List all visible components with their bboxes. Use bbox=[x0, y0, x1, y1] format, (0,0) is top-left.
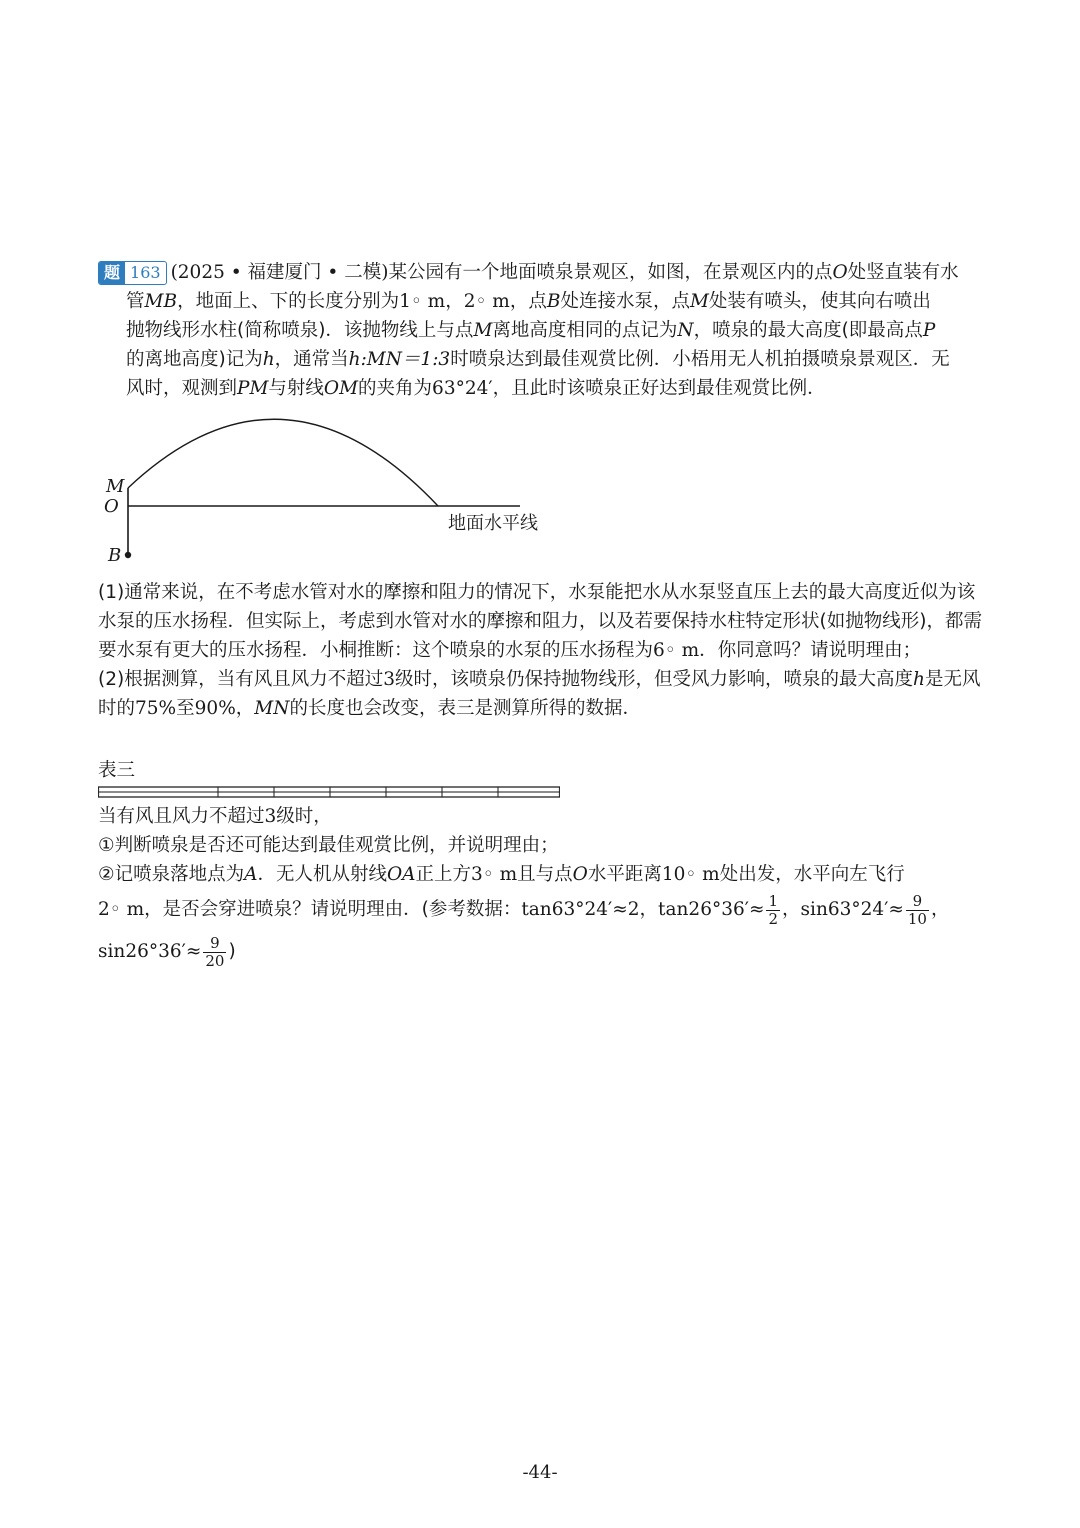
math-var: N bbox=[677, 320, 694, 341]
sub-question-1: ①判断喷泉是否还可能达到最佳观赏比例，并说明理由； bbox=[98, 835, 559, 856]
fountain-diagram bbox=[98, 412, 568, 570]
reference-value: sin26°36′≈ bbox=[98, 941, 202, 962]
text: ，且此时该喷泉正好达到最佳观赏比例． bbox=[492, 378, 826, 399]
text: ②记喷泉落地点为 bbox=[98, 864, 245, 885]
text: ．无人机从射线 bbox=[257, 864, 387, 885]
numerator: 9 bbox=[203, 935, 226, 953]
wind-level: 3 bbox=[264, 806, 277, 827]
label-o: O bbox=[104, 496, 119, 517]
text: 处出发，水平向左飞行 bbox=[719, 864, 905, 885]
math-var: MN bbox=[254, 698, 290, 719]
head-value: 6◦ m bbox=[653, 640, 700, 661]
point-b bbox=[125, 552, 131, 558]
fountain-parabola bbox=[128, 419, 438, 506]
text: ，是否会穿进喷泉？请说明理由．(参考数据： bbox=[144, 899, 522, 920]
sub-question-2-cont bbox=[98, 889, 988, 931]
text: ，通常当 bbox=[274, 349, 349, 370]
distance-value: 3◦ m bbox=[471, 864, 518, 885]
problem-source: (2025 • 福建厦门 • 二模) bbox=[170, 262, 389, 283]
length-value: 2◦ m bbox=[463, 291, 510, 312]
text: ) bbox=[228, 941, 236, 962]
text: (1)通常来说，在不考虑水管对水的摩擦和阻力的情况下，水泵能把水从水泵竖直压上去的最大高度近似为该水泵的压水扬程．但实际上，考虑到水管对水的摩擦和阻力，以及若要保持水柱特定形状(如抛物线形)，都需要水泵有更大的压水扬程．小桐推断：这个喷泉的水泵的压水扬程为 bbox=[98, 582, 982, 661]
problem-number: 163 bbox=[130, 263, 161, 282]
math-var: M bbox=[689, 291, 709, 312]
math-var: h bbox=[913, 669, 925, 690]
text: ，地面上、下的长度分别为 bbox=[177, 291, 400, 312]
text: 与射线 bbox=[268, 378, 324, 399]
text: 处装有喷头，使其向右喷出 bbox=[708, 291, 931, 312]
page-number: -44- bbox=[522, 1462, 558, 1483]
text: 水平距离 bbox=[587, 864, 662, 885]
text: 是无风时的 bbox=[98, 669, 981, 719]
sub-intro bbox=[98, 802, 988, 831]
table-frame bbox=[98, 786, 560, 798]
problem-statement bbox=[98, 258, 988, 403]
math-var: A bbox=[244, 864, 258, 885]
percent-value: 90% bbox=[194, 698, 236, 719]
text: ， bbox=[639, 899, 659, 920]
label-b: B bbox=[108, 545, 122, 566]
denominator: 2 bbox=[768, 909, 779, 928]
text: ， bbox=[782, 899, 801, 920]
badge-label: 题 bbox=[99, 262, 125, 284]
distance-value: 10◦ m bbox=[661, 864, 720, 885]
numerator: 9 bbox=[906, 893, 929, 911]
math-var: P bbox=[922, 320, 936, 341]
text: 级时，该喷泉仍保持抛物线形，但受风力影响，喷泉的最大高度 bbox=[395, 669, 914, 690]
denominator: 10 bbox=[907, 909, 927, 928]
ground-label: 地面水平线 bbox=[448, 513, 538, 534]
text: 级时， bbox=[276, 806, 332, 827]
math-var: h bbox=[262, 349, 275, 370]
text: 至 bbox=[176, 698, 195, 719]
text: 风时，观测到 bbox=[126, 378, 238, 399]
text: 时喷泉达到最佳观赏比例．小梧用无人机拍摄喷泉景观区．无 bbox=[450, 349, 950, 370]
math-var: MB bbox=[144, 291, 178, 312]
text: ．你同意吗？请说明理由； bbox=[699, 640, 922, 661]
ratio-expression: h:MN＝1:3 bbox=[348, 349, 451, 370]
part-2 bbox=[98, 665, 988, 723]
text: ， bbox=[235, 698, 255, 719]
label-m: M bbox=[106, 476, 125, 497]
math-var: B bbox=[546, 291, 561, 312]
fraction bbox=[766, 893, 780, 928]
fraction bbox=[906, 893, 929, 928]
distance-value: 2◦ m bbox=[98, 899, 145, 920]
math-var: PM bbox=[237, 378, 269, 399]
questions bbox=[98, 578, 988, 723]
math-var: OM bbox=[323, 378, 359, 399]
math-var: M bbox=[473, 320, 493, 341]
fountain-diagram-svg bbox=[98, 412, 568, 570]
percent-value: 75% bbox=[135, 698, 177, 719]
math-var: OA bbox=[386, 864, 416, 885]
text: ， bbox=[930, 899, 950, 920]
text: ，喷泉的最大高度(即最高点 bbox=[693, 320, 923, 341]
wind-level: 3 bbox=[383, 669, 395, 690]
text: 的离地高度)记为 bbox=[126, 349, 263, 370]
text: 处竖直装有水 bbox=[847, 262, 959, 283]
angle-value: 63°24′ bbox=[432, 378, 493, 399]
text: (2)根据测算，当有风且风力不超过 bbox=[98, 669, 384, 690]
reference-value: sin63°24′≈ bbox=[800, 899, 904, 920]
text: 的长度也会改变，表三是测算所得的数据． bbox=[289, 698, 641, 719]
text: ， bbox=[445, 291, 464, 312]
problem-badge bbox=[98, 261, 167, 285]
text: 当有风且风力不超过 bbox=[98, 806, 265, 827]
sub-question-2 bbox=[98, 860, 988, 889]
denominator: 20 bbox=[205, 951, 225, 970]
sub-question-2-end bbox=[98, 931, 988, 973]
text: ，点 bbox=[509, 291, 547, 312]
text: 离地高度相同的点记为 bbox=[492, 320, 678, 341]
fraction bbox=[203, 935, 226, 970]
text: 抛物线形水柱(简称喷泉)．该抛物线上与点 bbox=[126, 320, 474, 341]
data-table bbox=[98, 783, 560, 795]
text: 某公园有一个地面喷泉景观区，如图，在景观区内的点 bbox=[388, 262, 833, 283]
math-var: O bbox=[832, 262, 848, 283]
text: 且与点 bbox=[517, 864, 573, 885]
text: 处连接水泵，点 bbox=[560, 291, 690, 312]
table-label: 表三 bbox=[98, 760, 136, 781]
length-value: 1◦ m bbox=[399, 291, 446, 312]
part-1 bbox=[98, 578, 988, 665]
text: 的夹角为 bbox=[358, 378, 433, 399]
reference-value: tan63°24′≈2 bbox=[521, 899, 640, 920]
text: 管 bbox=[126, 291, 145, 312]
sub-questions bbox=[98, 802, 988, 973]
numerator: 1 bbox=[768, 891, 779, 910]
math-var: O bbox=[572, 864, 588, 885]
reference-value: tan26°36′≈ bbox=[658, 899, 765, 920]
text: 正上方 bbox=[415, 864, 472, 885]
